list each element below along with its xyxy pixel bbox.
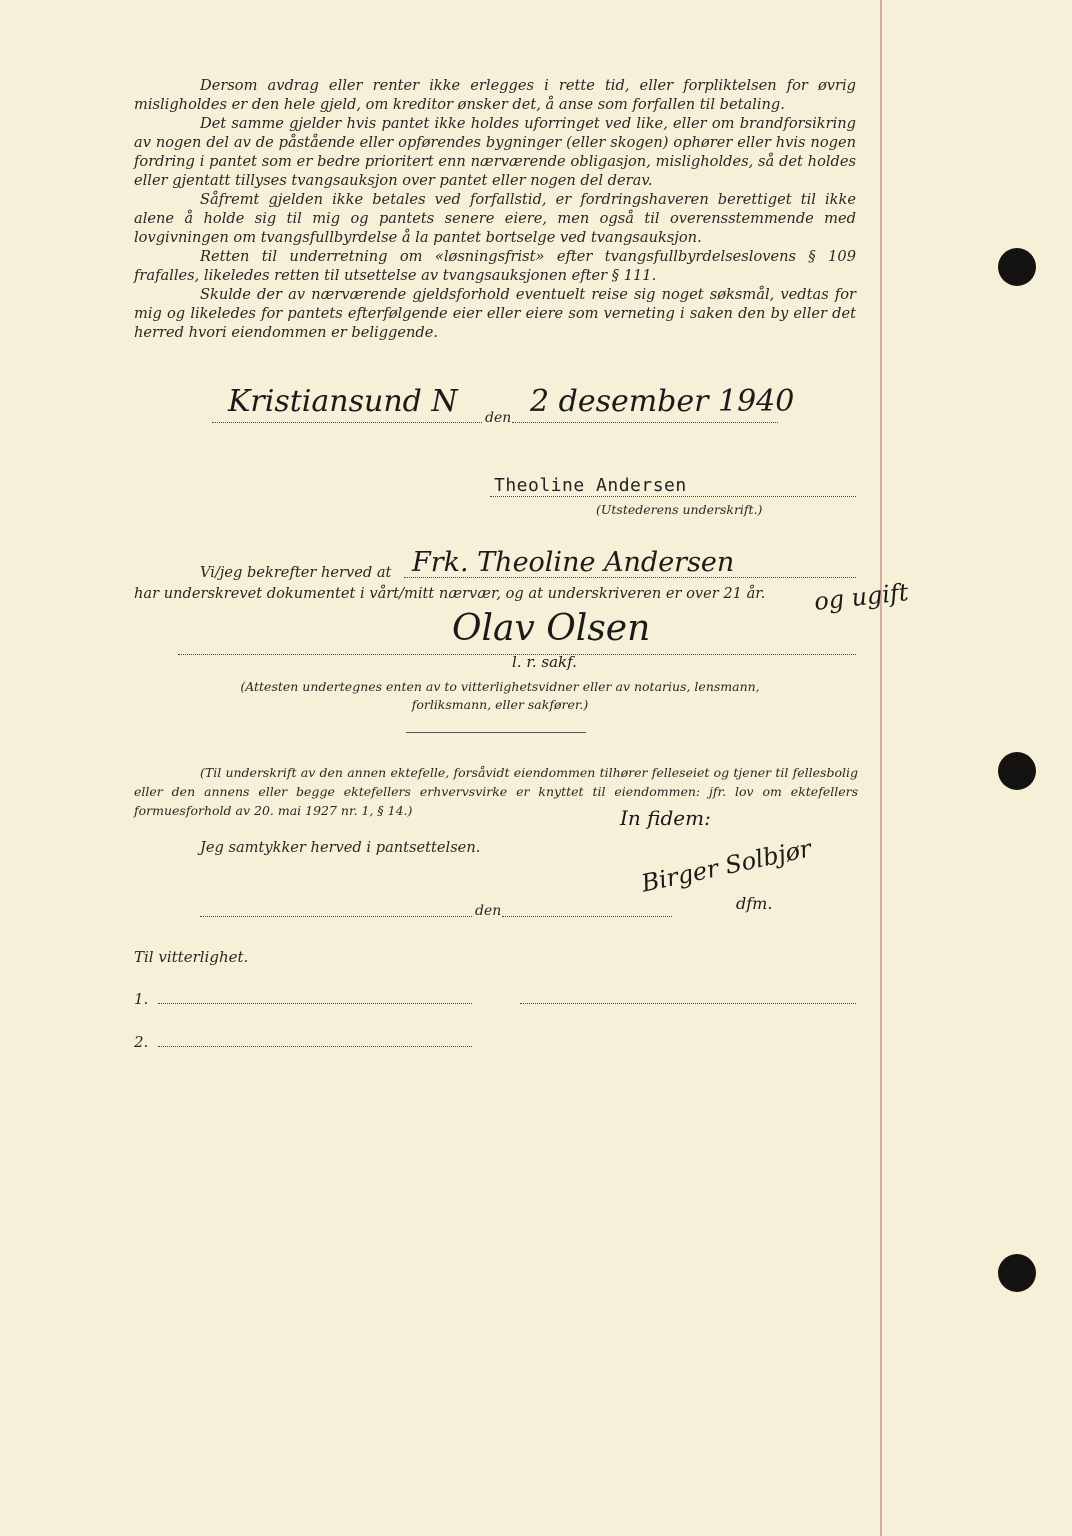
punch-hole: [998, 1254, 1036, 1292]
witness-signature: Olav Olsen: [452, 608, 651, 649]
place-line: [212, 422, 482, 423]
issuer-name: Theoline Andersen: [494, 475, 687, 496]
terms-paragraph: Skulde der av nærværende gjeldsforhold eventuelt reise sig noget søksmål, vedtas for mig og likeledes for pantets efterfølgende eier eller eiere som verneting i saken den by eller det herred hvori eiendommen er beliggende.: [134, 286, 856, 341]
spouse-den-label: den: [475, 903, 502, 919]
witness-2-line: [158, 1046, 472, 1047]
attestation-line2: har underskrevet dokumentet i vårt/mitt nærvær, og at underskriveren er over 21 år.: [134, 585, 766, 602]
spouse-note-text: (Til underskrift av den annen ektefelle, forsåvidt eiendommen tilhører felleseiet og tjener til fellesbolig eller den annens eller begge ektefellers erhvervsvirke er knyttet til eiendommen: jfr. lov om ektefellers formuesforhold av 20. mai 1927 nr. 1, § 14.): [134, 765, 858, 818]
terms-paragraph: Dersom avdrag eller renter ikke erlegges i rette tid, eller forpliktelsen for øvrig misligholdes er den hele gjeld, om kreditor ønsker det, å anse som forfallen til betaling.: [134, 77, 856, 113]
date-line: [512, 422, 778, 423]
witness-1-line: [158, 1003, 472, 1004]
spouse-date-line: [502, 916, 672, 917]
witness-row-number: 1.: [134, 990, 149, 1008]
punch-hole: [998, 752, 1036, 790]
spouse-consent: Jeg samtykker herved i pantsettelsen.: [200, 839, 481, 856]
margin-rule: [880, 0, 882, 1536]
margin-note-handwritten: og ugift: [812, 578, 910, 616]
in-fidem-handwritten: In fidem:: [620, 806, 711, 830]
witnesses-heading: Til vitterlighet.: [134, 948, 249, 966]
spouse-note: [134, 763, 858, 820]
registrar-signature: Birger Solbjør: [638, 834, 814, 898]
den-label: den: [485, 410, 512, 426]
place-handwritten: Kristiansund N: [228, 384, 458, 419]
date-handwritten: 2 desember 1940: [530, 384, 795, 419]
attestation-note: (Attesten undertegnes enten av to vitterlighetsvidner eller av notarius, lensmann, forliksmann, eller sakfører.): [240, 679, 760, 712]
terms-paragraph: Såfremt gjelden ikke betales ved forfallstid, er fordringshaveren berettiget til ikke alene å holde sig til mig og pantets senere eiere, men også til overensstemmende med lovgivningen om tvangsfullbyrdelse å la pantet bortselge ved tvangsauksjon.: [134, 191, 856, 246]
terms-text: [134, 76, 856, 342]
witness-row-number: 2.: [134, 1033, 149, 1051]
attestation-prefix: Vi/jeg bekrefter herved at: [200, 564, 392, 581]
registrar-title: dfm.: [736, 894, 773, 913]
punch-hole: [998, 248, 1036, 286]
issuer-caption: (Utstederens underskrift.): [596, 502, 763, 517]
attested-name-handwritten: Frk. Theoline Andersen: [412, 547, 735, 578]
terms-paragraph: Det samme gjelder hvis pantet ikke holdes uforringet ved like, eller om brandforsikring av nogen del av de påstående eller opførendes bygninger (eller skogen) ophører eller hvis nogen fordring i pantet som er bedre prioritert enn nærværende obligasjon, misligholdes, så det holdes eller gjentatt tillyses tvangsauksjon over pantet eller nogen del derav.: [134, 115, 856, 189]
separator-line: [406, 732, 586, 733]
attested-name-line: [404, 577, 856, 578]
witness-title: l. r. sakf.: [512, 653, 577, 671]
spouse-place-line: [200, 916, 472, 917]
terms-paragraph: Retten til underretning om «løsningsfrist» efter tvangsfullbyrdelseslovens § 109 frafalles, likeledes retten til utsettelse av tvangsauksjonen efter § 111.: [134, 248, 856, 284]
issuer-signature-line: [490, 496, 856, 497]
witness-1-address-line: [520, 1003, 856, 1004]
